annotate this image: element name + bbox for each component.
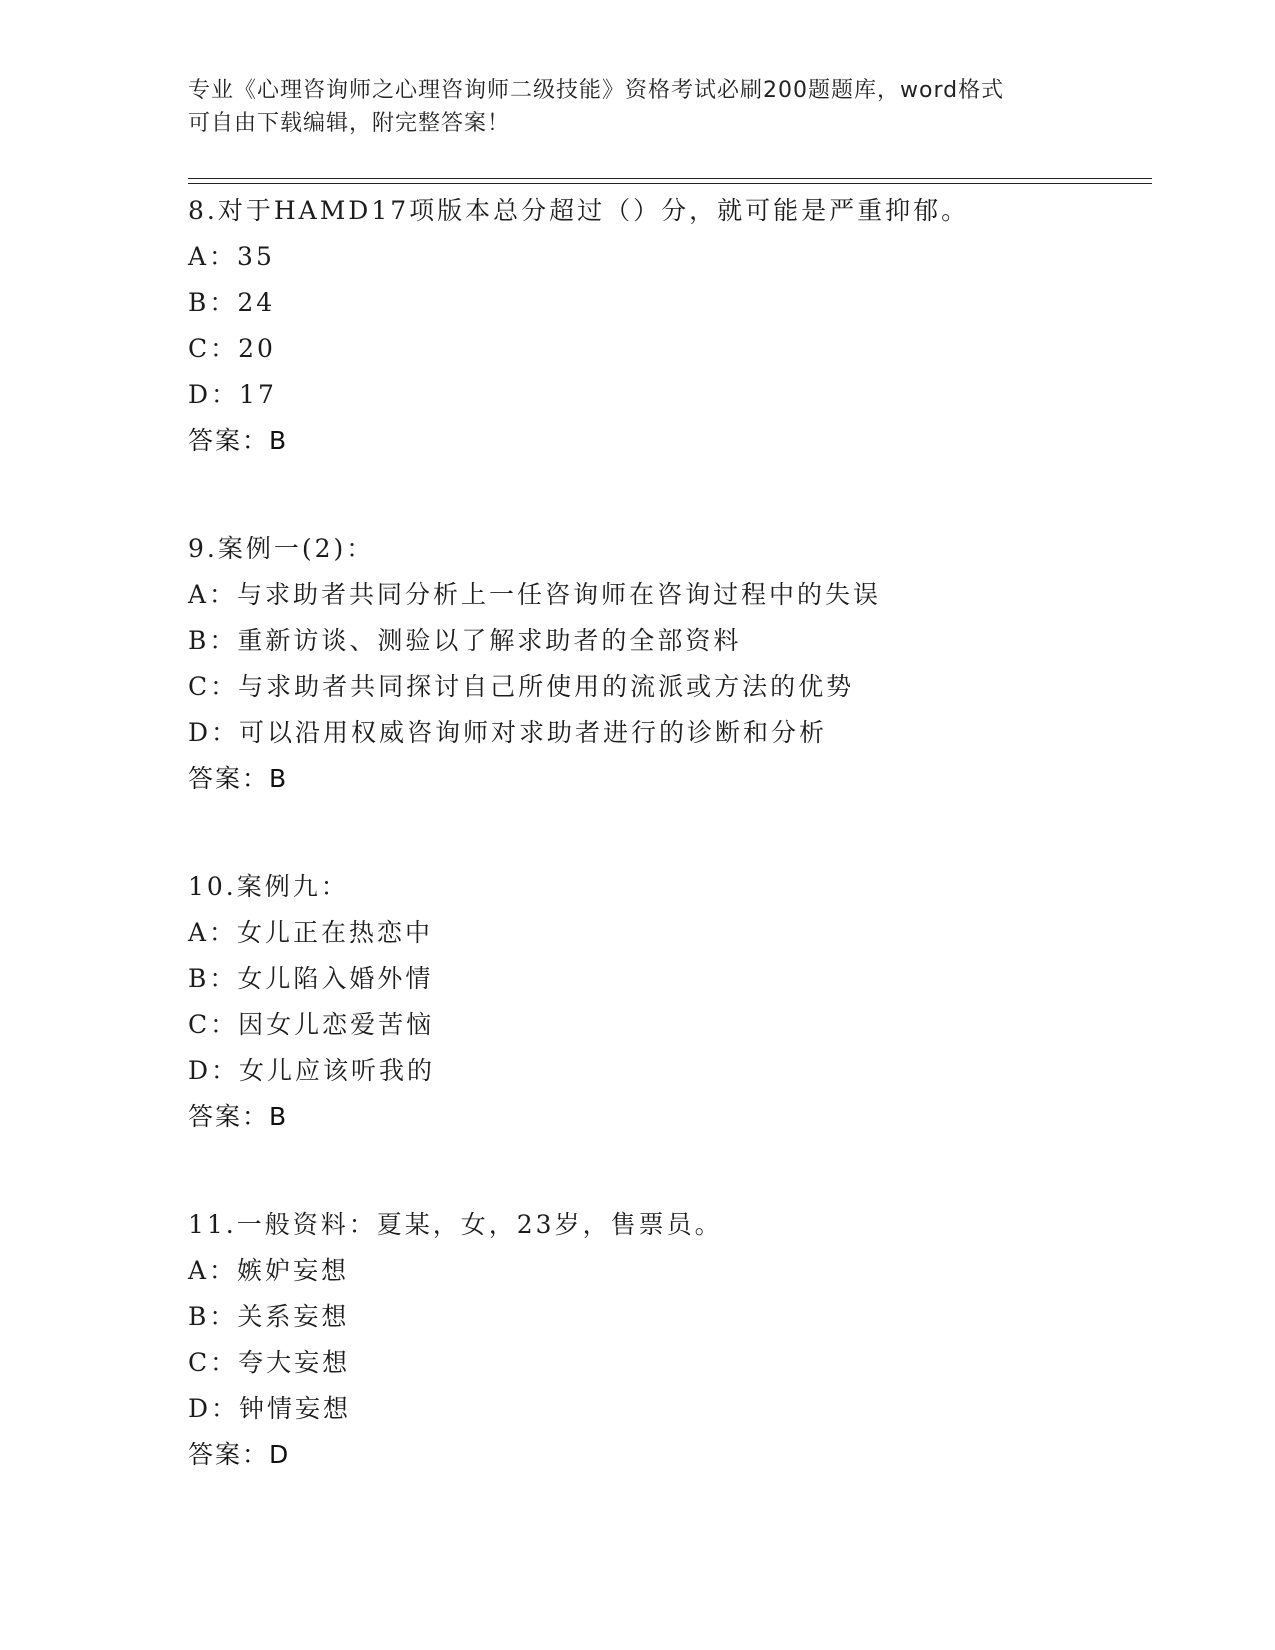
option-c: C：夸大妄想 xyxy=(188,1348,351,1377)
option-b: B：24 xyxy=(188,288,276,317)
question-10 xyxy=(188,864,1148,1140)
option-d: D：钟情妄想 xyxy=(188,1394,352,1423)
option-d: D：女儿应该听我的 xyxy=(188,1056,436,1085)
option-a: A：与求助者共同分析上一任咨询师在咨询过程中的失误 xyxy=(188,580,882,609)
option-c: C：与求助者共同探讨自己所使用的流派或方法的优势 xyxy=(188,672,855,701)
option-c: C：20 xyxy=(188,334,276,363)
question-11 xyxy=(188,1202,1148,1478)
question-stem: 10.案例九： xyxy=(188,872,349,901)
header-divider-top xyxy=(188,178,1152,179)
option-a: A：女儿正在热恋中 xyxy=(188,918,434,947)
answer-line: 答案：B xyxy=(188,426,289,455)
header-title-line-2: 可自由下载编辑，附完整答案！ xyxy=(188,111,511,136)
option-d: D：可以沿用权威咨询师对求助者进行的诊断和分析 xyxy=(188,718,828,747)
option-c: C：因女儿恋爱苦恼 xyxy=(188,1010,435,1039)
option-a: A：嫉妒妄想 xyxy=(188,1256,350,1285)
option-d: D：17 xyxy=(188,380,277,409)
header-title-line-1: 专业《心理咨询师之心理咨询师二级技能》资格考试必刷200题题库，word格式 xyxy=(188,78,1005,103)
question-stem: 11.一般资料：夏某，女，23岁，售票员。 xyxy=(188,1210,723,1239)
question-9 xyxy=(188,526,1148,802)
document-header xyxy=(188,74,1088,140)
question-list xyxy=(188,188,1148,1540)
answer-line: 答案：B xyxy=(188,764,289,793)
question-stem: 9.案例一(2)： xyxy=(188,534,375,563)
answer-line: 答案：D xyxy=(188,1440,291,1469)
option-b: B：女儿陷入婚外情 xyxy=(188,964,434,993)
option-b: B：关系妄想 xyxy=(188,1302,350,1331)
answer-line: 答案：B xyxy=(188,1102,289,1131)
question-8 xyxy=(188,188,1148,464)
option-a: A：35 xyxy=(188,242,275,271)
option-b: B：重新访谈、测验以了解求助者的全部资料 xyxy=(188,626,742,655)
question-stem: 8.对于HAMD17项版本总分超过（）分，就可能是严重抑郁。 xyxy=(188,196,970,225)
header-divider-bottom xyxy=(188,183,1152,184)
